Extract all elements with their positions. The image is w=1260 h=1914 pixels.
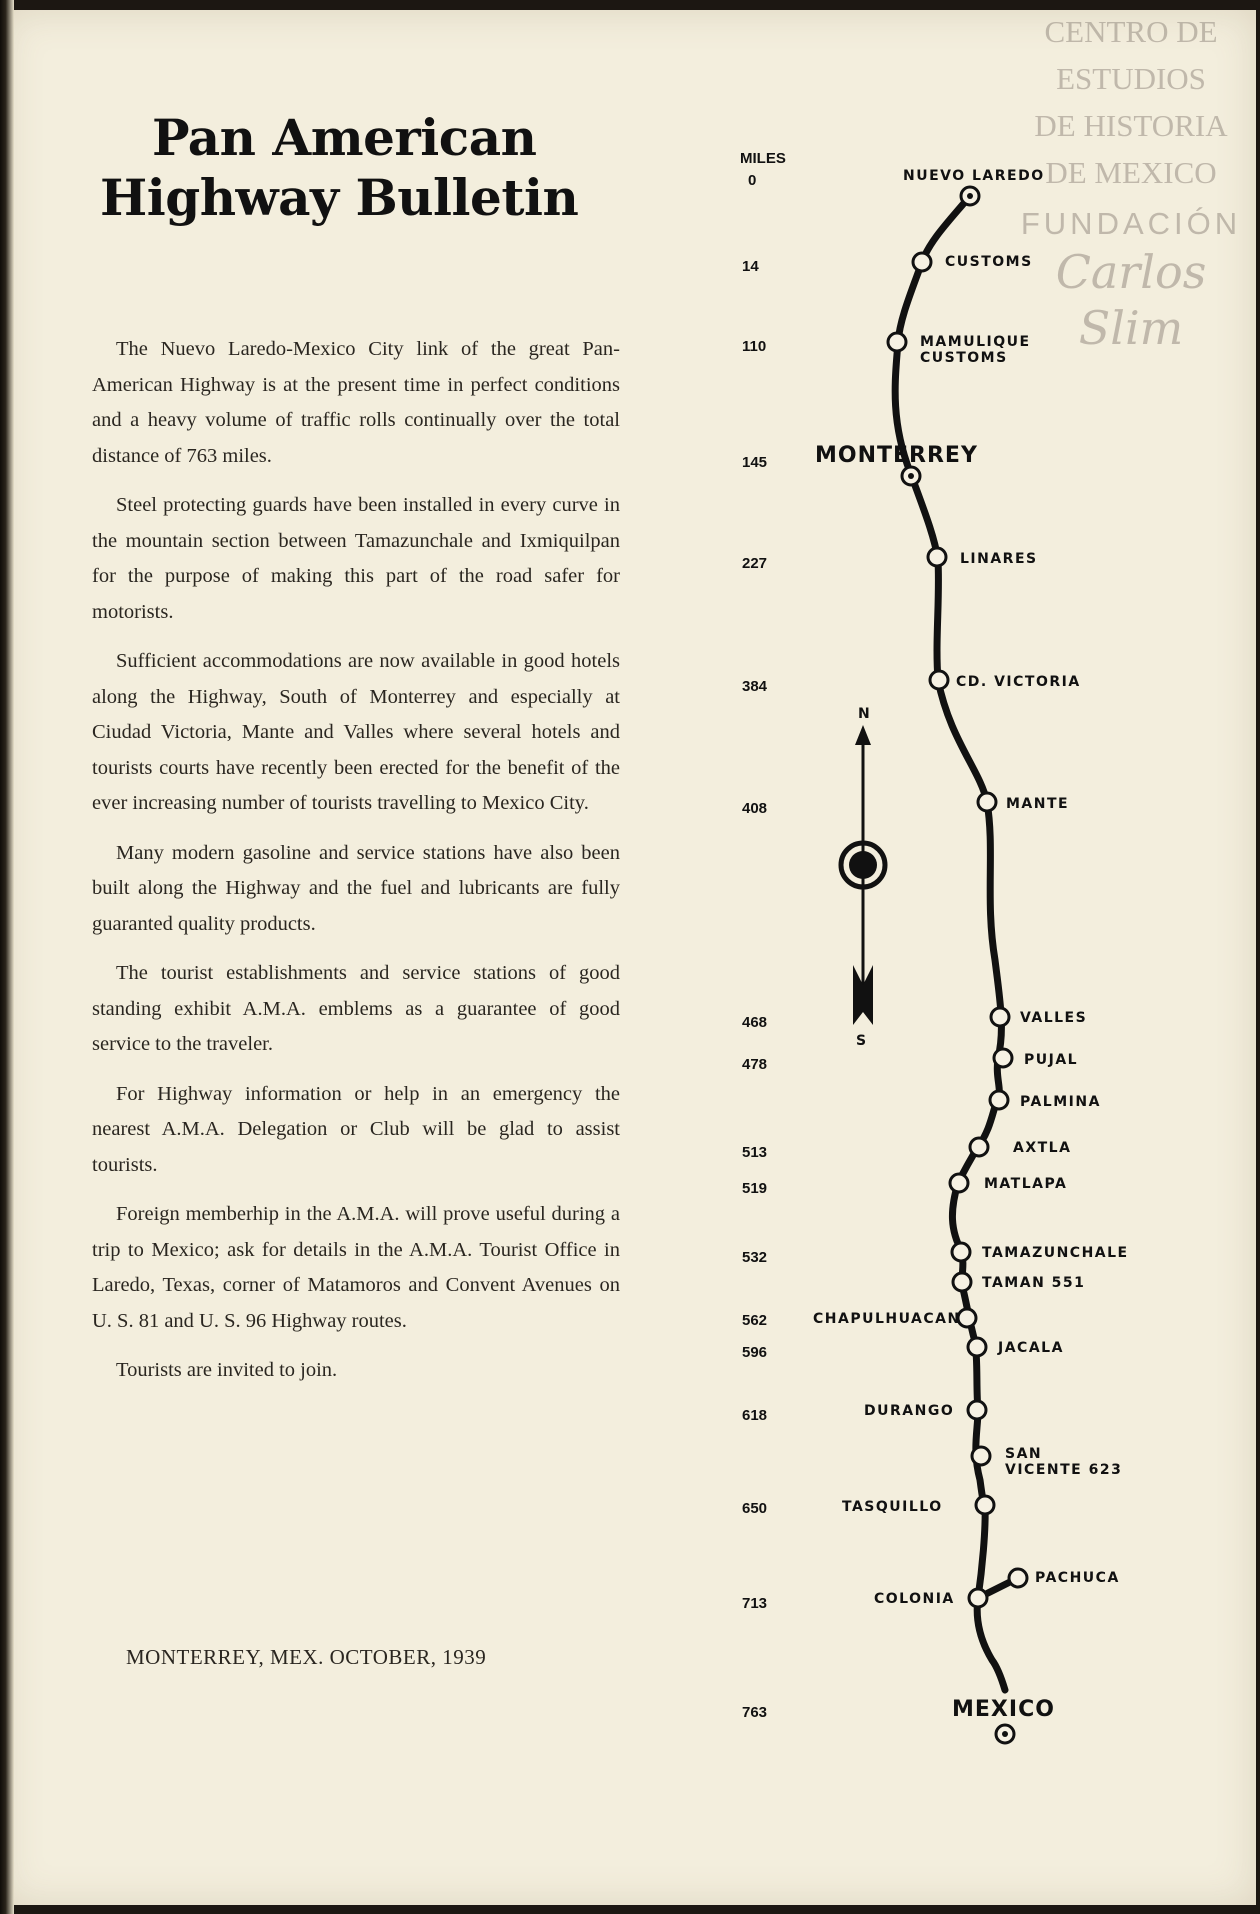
stop-name-line-2: CUSTOMS [920, 350, 1008, 366]
stop-name: TASQUILLO [842, 1499, 943, 1515]
stop-name: AXTLA [1013, 1140, 1072, 1156]
stop-marker [928, 548, 946, 566]
watermark-line: CENTRO DE [1044, 14, 1218, 49]
stop-marker [913, 253, 931, 271]
stop-mileage: 478 [742, 1056, 768, 1073]
stop-marker [952, 1243, 970, 1261]
paragraph: Foreign memberhip in the A.M.A. will prove useful during a trip to Mexico; ask for details in the A.M.A. Tourist Office in Laredo, Texas, corner of Matamoros and Convent Avenues on U. S. 81 and U. S. 96 Highway routes. [92, 1203, 620, 1332]
stop-mileage: 468 [742, 1014, 768, 1031]
paragraph: For Highway information or help in an emergency the nearest A.M.A. Delegation or Club will be glad to assist tourists. [92, 1082, 620, 1176]
stop-mileage: 763 [742, 1704, 768, 1721]
compass-north: N [858, 706, 872, 722]
stop-name: PACHUCA [1035, 1570, 1120, 1586]
highway-route-line [895, 196, 1005, 1690]
watermark-line: DE MEXICO [1045, 155, 1217, 190]
stop-name: MATLAPA [984, 1176, 1068, 1192]
watermark-line: DE HISTORIA [1034, 108, 1228, 143]
stop-marker [976, 1496, 994, 1514]
stop-marker [994, 1049, 1012, 1067]
route-stop [972, 1446, 1122, 1478]
stop-mileage: 14 [742, 258, 759, 275]
route-stop [990, 1091, 1101, 1110]
stop-mileage: 0 [748, 172, 757, 189]
stop-name: MEXICO [952, 1697, 1055, 1722]
stop-name: VALLES [1020, 1010, 1088, 1026]
title-line-2: Highway Bulletin [100, 168, 579, 227]
route-stop [742, 1174, 1067, 1197]
stop-mileage: 596 [742, 1344, 768, 1361]
route-stop [742, 1338, 1064, 1361]
stop-marker [953, 1273, 971, 1291]
stop-mileage: 532 [742, 1249, 768, 1266]
stop-marker [972, 1447, 990, 1465]
route-stop [1009, 1569, 1120, 1587]
stop-name: TAMAZUNCHALE [982, 1245, 1129, 1261]
stop-marker [1009, 1569, 1027, 1587]
paragraph: Steel protecting guards have been installed in every curve in the mountain section between Tamazunchale and Ixmiquilpan for the purpose of making this part of the road safer for motorists. [92, 494, 620, 623]
stop-mileage: 227 [742, 555, 768, 572]
stop-mileage: 519 [742, 1180, 768, 1197]
stop-marker [950, 1174, 968, 1192]
stop-marker-dot [1002, 1731, 1008, 1737]
compass-south: S [856, 1033, 868, 1049]
compass-rose [841, 706, 885, 1049]
paragraph: The Nuevo Laredo-Mexico City link of the great Pan-American Highway is at the present time in perfect conditions and a heavy volume of traffic rolls continually over the total distance of 763 miles. [92, 338, 620, 467]
watermark-line: ESTUDIOS [1056, 61, 1206, 96]
watermark-line: FUNDACIÓN [1020, 206, 1242, 241]
stop-name-line-2: VICENTE 623 [1005, 1462, 1123, 1478]
stop-marker [888, 333, 906, 351]
route-stop [742, 1697, 1055, 1743]
paragraph: Many modern gasoline and service stations have also been built along the Highway and the fuel and lubricants are fully guaranted quality products. [92, 841, 620, 935]
route-stop [742, 253, 1033, 275]
route-stop [742, 443, 978, 485]
stop-name: MANTE [1006, 796, 1070, 812]
stop-marker-dot [908, 473, 914, 479]
stop-mileage: 562 [742, 1312, 768, 1329]
paragraph: Sufficient accommodations are now available in good hotels along the Highway, South of Monterrey and especially at Ciudad Victoria, Mante and Valles where several hotels and tourists courts have recently been erected for the benefit of the ever increasing number of tourists travelling to Mexico City. [92, 650, 620, 814]
stop-marker [968, 1338, 986, 1356]
stop-name: TAMAN 551 [982, 1275, 1086, 1291]
route-stop [742, 1496, 994, 1517]
stop-marker [969, 1589, 987, 1607]
stop-marker [990, 1091, 1008, 1109]
route-stop [742, 1243, 1129, 1266]
stop-name: CUSTOMS [945, 254, 1033, 270]
stop-marker-dot [967, 193, 973, 199]
stop-mileage: 384 [742, 678, 768, 695]
stop-name: LINARES [960, 551, 1038, 567]
miles-header: MILES [740, 150, 786, 167]
stop-name: MONTERREY [815, 443, 978, 468]
stop-marker [991, 1008, 1009, 1026]
paragraph: The tourist establishments and service stations of good standing exhibit A.M.A. emblems as a guarantee of good service to the traveler. [92, 962, 620, 1055]
stop-marker [968, 1401, 986, 1419]
stop-mileage: 618 [742, 1407, 768, 1424]
stop-name: JACALA [998, 1340, 1064, 1356]
stop-mileage: 145 [742, 454, 768, 471]
stop-name: MAMULIQUE [920, 334, 1031, 350]
dateline: MONTERREY, MEX. OCTOBER, 1939 [126, 1645, 487, 1669]
stop-marker [978, 793, 996, 811]
route-stop [742, 793, 1069, 817]
stop-marker [930, 671, 948, 689]
stop-marker [970, 1138, 988, 1156]
stop-name: PALMINA [1020, 1094, 1101, 1110]
route-stop [742, 671, 1081, 695]
stop-name: SAN [1005, 1446, 1043, 1462]
stop-name: CHAPULHUACAN [813, 1311, 961, 1327]
paragraph: Tourists are invited to join. [116, 1359, 338, 1381]
stop-name: PUJAL [1024, 1052, 1079, 1068]
route-stop [742, 1049, 1078, 1073]
route-stop [742, 548, 1038, 572]
route-stop [742, 333, 1031, 366]
stop-name: NUEVO LAREDO [903, 168, 1045, 184]
route-stop [742, 1589, 987, 1612]
route-stop [742, 1138, 1071, 1161]
stop-mileage: 110 [742, 338, 767, 355]
stop-name: COLONIA [874, 1591, 955, 1607]
stop-mileage: 650 [742, 1500, 768, 1517]
route-stop [748, 168, 1045, 205]
watermark-signature: Carlos Slim [1055, 245, 1207, 355]
route-stop [742, 1401, 986, 1424]
stop-name: CD. VICTORIA [956, 674, 1081, 690]
stop-mileage: 408 [742, 800, 768, 817]
title-line-1: Pan American [152, 108, 537, 167]
route-stop [742, 1008, 1087, 1031]
stop-mileage: 713 [742, 1595, 768, 1612]
stop-name: DURANGO [864, 1403, 955, 1419]
stop-mileage: 513 [742, 1144, 768, 1161]
route-stop [742, 1309, 976, 1329]
route-stop [953, 1273, 1085, 1291]
